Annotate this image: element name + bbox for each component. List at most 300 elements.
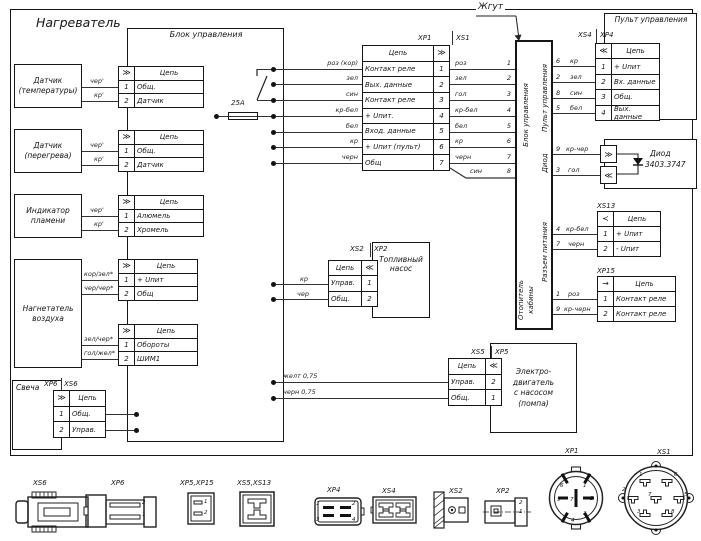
circuit-header: Цепь	[457, 362, 477, 371]
table-row	[363, 46, 449, 61]
table-row	[54, 421, 105, 437]
junction-dot	[271, 98, 276, 103]
wire	[553, 98, 595, 99]
fuel-pump-table	[328, 260, 378, 307]
wire-color: желт 0,75	[283, 372, 318, 380]
temp-sensor-name: Датчик	[33, 76, 63, 85]
wire-color: кр	[300, 275, 309, 283]
table-row	[54, 406, 105, 422]
pin-number: 2	[590, 496, 594, 502]
wire-color: зел	[570, 73, 582, 81]
connector-xs2-icon	[432, 490, 472, 530]
table-row	[119, 325, 197, 338]
heater-title: Нагреватель	[36, 15, 121, 30]
table-row	[596, 89, 659, 104]
xs13-table	[597, 211, 661, 257]
table-row	[363, 123, 449, 139]
glow-plug-name: Свеча	[16, 383, 40, 392]
wire	[82, 280, 118, 281]
plug-out-icon: ≫	[119, 196, 135, 209]
xp1-table	[362, 45, 450, 171]
wire	[450, 116, 515, 117]
wire	[273, 284, 328, 285]
wire-color: чер'	[90, 77, 104, 85]
pin-number: 1	[596, 59, 612, 73]
pin-number: 2	[485, 375, 501, 390]
table-row	[363, 108, 449, 124]
wire-color: роз	[455, 59, 467, 67]
table-row	[119, 131, 203, 144]
flame-indicator-box	[14, 194, 82, 238]
circuit-name: Управ.	[72, 425, 96, 434]
wire-color: черн	[341, 153, 358, 161]
junction-dot	[271, 130, 276, 135]
circuit-header: Цепь	[156, 262, 176, 271]
table-row	[596, 44, 659, 58]
wire-color: син	[470, 167, 483, 175]
connector-xp2-icon	[483, 494, 531, 528]
wire	[273, 299, 328, 300]
wire	[82, 101, 118, 102]
temp-sensor-table	[118, 66, 204, 108]
pin-number: 2	[119, 352, 135, 365]
junction-dot	[271, 161, 276, 166]
pin-number: 2	[119, 158, 135, 171]
circuit-name: Обороты	[137, 341, 170, 349]
wire	[553, 154, 600, 155]
pin-number: 4	[506, 106, 511, 114]
bar-text-cab-heater: Отопитель	[517, 280, 525, 320]
wire-color: гол/жел*	[84, 349, 115, 357]
circuit-name: Вх. данные	[614, 78, 656, 87]
pin-number: 9	[556, 305, 561, 313]
connector-id-xp4: XP4	[600, 31, 614, 39]
wire	[273, 382, 448, 383]
pump-motor-name1: Электро-	[515, 367, 552, 376]
circuit-name: Контакт реле	[365, 64, 416, 73]
wire-color: черн	[455, 153, 472, 161]
pin-number: 4	[352, 517, 356, 523]
table-row	[449, 359, 501, 374]
blower-power-table	[118, 259, 198, 301]
wire	[553, 249, 597, 250]
pin-number: 1	[119, 145, 135, 158]
connector-id-xp5: XP5	[495, 348, 509, 356]
pin-number: 8	[671, 509, 675, 515]
pictogram-label-xp2: XP2	[496, 487, 510, 495]
junction-dot	[271, 380, 276, 385]
pictogram-label-xs4: XS4	[382, 487, 396, 495]
pictogram-label-xp6: XP6	[111, 479, 125, 487]
overheat-sensor-table	[118, 130, 204, 172]
wire	[82, 151, 118, 152]
wire	[450, 132, 515, 133]
pin-number: 5	[556, 104, 561, 112]
wire-color: чер'	[90, 206, 104, 214]
pin-number: 9	[556, 145, 561, 153]
plug-out-icon: ≫	[119, 67, 135, 80]
overheat-sensor-name: Датчик	[33, 141, 63, 150]
connector-xs1-icon	[616, 459, 698, 537]
wire-color: зел	[346, 74, 358, 82]
wire	[82, 87, 118, 88]
wire-color: чер/чер*	[84, 284, 114, 292]
pin-number: 7	[433, 155, 449, 170]
table-row	[119, 144, 203, 158]
pin-number: 2	[598, 242, 614, 256]
pin-number: 5	[433, 124, 449, 139]
connector-xp6-icon	[84, 487, 164, 531]
pictogram-label-xp5xp15: XP5,XP15	[180, 479, 214, 487]
mating-line	[596, 29, 597, 43]
circuit-name: Вых. данные	[614, 105, 643, 121]
overheat-sensor-box	[14, 129, 82, 173]
circuit-name: Вых. данные	[365, 80, 413, 89]
table-row	[363, 61, 449, 77]
circuit-name: Общ.	[72, 410, 91, 418]
plug-out-icon: ≫	[604, 149, 613, 159]
pin-number: 2	[506, 74, 511, 82]
table-row	[363, 139, 449, 155]
pin-number: 2	[119, 94, 135, 107]
wire	[82, 345, 118, 346]
circuit-name: Общ.	[451, 393, 470, 402]
pictogram-label-xs5xs13: XS5,XS13	[237, 479, 272, 487]
pin-number: 5	[506, 122, 511, 130]
table-row	[449, 389, 501, 405]
junction-dot	[134, 412, 139, 417]
wire-color: гол	[455, 90, 467, 98]
pin-number: 1	[119, 274, 135, 287]
diode-model: 3403.3747	[645, 160, 686, 169]
circuit-name: Датчик	[137, 160, 164, 169]
pin-number: 6	[674, 472, 678, 478]
wire-color: роз	[568, 290, 580, 298]
control-unit-label: Блок управления	[169, 30, 243, 39]
bar-text-diode: Диод	[541, 153, 549, 173]
table-row	[329, 291, 377, 306]
pin-number: 1	[598, 292, 614, 306]
pin-number: 6	[506, 137, 511, 145]
connector-id-xs13: XS13	[597, 202, 616, 210]
wire-color: син	[570, 89, 583, 97]
circuit-name: - Uпит	[616, 245, 640, 253]
mating-line	[452, 31, 453, 45]
wire-color: кр	[349, 137, 358, 145]
table-row	[598, 277, 675, 291]
table-row	[119, 196, 203, 209]
pin-number: 2	[596, 75, 612, 89]
pin-number: 2	[119, 287, 135, 300]
pin-number: 2	[519, 500, 523, 506]
pin-number: 1	[361, 276, 377, 290]
wire-color: зел/чер*	[84, 335, 114, 343]
pump-motor-name3: с насосом	[513, 388, 554, 397]
junction-dot	[271, 297, 276, 302]
fuel-pump-box	[372, 242, 430, 318]
wire	[553, 175, 600, 176]
connector-xs4-icon	[371, 494, 418, 526]
pin-number: 4	[571, 518, 575, 524]
connector-xs5xs13-icon	[238, 490, 276, 528]
diode-name: Диод	[650, 149, 671, 158]
circuit-header: Цепь	[627, 215, 647, 223]
pictogram-label-xp1: XP1	[565, 447, 579, 455]
table-row	[119, 209, 203, 223]
wire	[106, 430, 136, 431]
table-row	[363, 76, 449, 92]
circuit-name: Контакт реле	[616, 310, 667, 318]
circuit-name: Общ.	[137, 83, 156, 91]
circuit-name: + Uпит.	[365, 111, 394, 120]
pin-number: 4	[596, 106, 612, 120]
wire	[553, 234, 597, 235]
air-blower-name: Нагнетатель	[22, 303, 74, 313]
table-row	[54, 391, 105, 406]
wire	[273, 398, 448, 399]
connector-id-xs1: XS1	[456, 34, 470, 42]
circuit-name: Контакт реле	[616, 295, 667, 303]
connector-id-xs2: XS2	[350, 245, 364, 253]
connector-id-xp2: XP2	[374, 245, 388, 253]
wire-color: роз (кор)	[327, 59, 358, 67]
table-row	[119, 351, 197, 365]
bar-text-panel: Пульт управления	[541, 63, 549, 133]
circuit-header: Цепь	[156, 327, 176, 336]
plug-out-icon: ≫	[119, 260, 135, 273]
plug-out-icon: ≫	[54, 391, 70, 406]
wire	[82, 230, 118, 231]
wire-color: кр-черн	[564, 305, 591, 313]
fuel-pump-name2: насос	[389, 264, 413, 273]
plug-out-icon: ≫	[119, 131, 135, 144]
temp-sensor-box	[14, 64, 82, 108]
bar-text-power: Разъем питания	[541, 222, 549, 282]
pin-number: 1	[583, 483, 587, 489]
table-row	[596, 58, 659, 73]
harness-label: Жгут	[478, 2, 503, 12]
plug-out-icon: ≫	[433, 46, 449, 61]
socket-icon: ≺	[598, 212, 614, 226]
circuit-name: Общ.	[137, 147, 156, 155]
connector-xs6-icon	[14, 489, 94, 533]
wire	[553, 299, 597, 300]
connector-id-xp6: ХР6	[44, 380, 58, 388]
wire	[553, 66, 595, 67]
pin-number: 8	[556, 89, 561, 97]
table-row	[119, 260, 197, 273]
pin-number: 1	[119, 210, 135, 223]
pin-number: 7	[556, 240, 561, 248]
circuit-name: Вход. данные	[365, 127, 416, 136]
connector-id-xs5: XS5	[471, 348, 485, 356]
table-row	[329, 275, 377, 290]
connector-id-xs4: XS4	[578, 31, 592, 39]
pictogram-label-xs1: XS1	[657, 448, 671, 456]
wire-color: кр-бел	[566, 225, 589, 233]
table-row	[598, 291, 675, 306]
circuit-name: Датчик	[137, 96, 164, 105]
pin-number: 6	[556, 57, 561, 65]
circuit-header: Цепь	[335, 264, 355, 273]
pin-number: 1	[119, 81, 135, 94]
circuit-name: + Uпит	[614, 62, 641, 71]
wire-color: зел	[455, 74, 467, 82]
temp-sensor-name2: (температуры)	[18, 86, 78, 95]
wire	[273, 84, 362, 85]
fuel-pump-name1: Топливный	[379, 255, 423, 264]
fuel-pump-name	[374, 255, 428, 273]
circuit-header: Цепь	[78, 394, 97, 403]
table-row	[363, 92, 449, 108]
flame-indicator-name2: пламени	[30, 216, 66, 225]
fuse-icon	[228, 112, 258, 120]
plug-in-icon: ≪	[596, 44, 612, 58]
wire	[450, 147, 515, 148]
table-row	[119, 93, 203, 107]
junction-dot	[271, 114, 276, 119]
wire-color: бел	[455, 122, 468, 130]
pin-number: 2	[54, 422, 70, 437]
wire	[273, 147, 362, 148]
table-row	[119, 67, 203, 80]
wire	[450, 69, 515, 70]
connector-id-xp15: XP15	[597, 267, 615, 275]
pin-number: 8	[506, 167, 511, 175]
circuit-name: Управ.	[331, 279, 355, 288]
pin-number: 3	[556, 166, 561, 174]
wire	[553, 82, 595, 83]
wire-color: кр'	[94, 220, 104, 228]
circuit-name: + Uпит (пульт)	[365, 143, 421, 152]
wire	[82, 165, 118, 166]
pin-number: 5	[684, 492, 688, 498]
pin-number: 2	[361, 292, 377, 306]
xp15-table	[597, 276, 676, 322]
junction-dot	[271, 82, 276, 87]
table-row	[119, 157, 203, 171]
junction-dot	[271, 396, 276, 401]
junction-dot	[214, 114, 219, 119]
pin-number: 3	[433, 93, 449, 108]
pin-number: 6	[433, 140, 449, 155]
junction-dot	[271, 145, 276, 150]
pin-number: 2	[352, 501, 356, 507]
circuit-name: Общ.	[614, 93, 633, 102]
table-row	[598, 226, 660, 241]
wire-color: черн 0,75	[283, 388, 316, 396]
pump-motor-name4: (помпа)	[518, 398, 549, 408]
mating-line	[370, 243, 371, 257]
pin-number: 7	[570, 497, 574, 503]
pin-number: 1	[316, 501, 320, 507]
plug-arrow-icon: →	[598, 277, 614, 291]
circuit-name: Хромель	[137, 225, 169, 234]
circuit-name: Управ.	[451, 378, 475, 386]
pin-number: 3	[506, 90, 511, 98]
pictogram-label-xp4: XP4	[327, 486, 341, 494]
pin-number: 4	[556, 225, 561, 233]
table-row	[119, 273, 197, 287]
air-blower-box	[14, 259, 82, 368]
pin-number: 2	[142, 500, 146, 506]
relay-switch-icon	[250, 66, 270, 106]
junction-dot	[271, 282, 276, 287]
diode-icon	[615, 148, 645, 180]
pin-number: 2	[204, 510, 208, 516]
pin-number: 1	[433, 62, 449, 77]
pin-number: 1	[598, 227, 614, 241]
pin-number: 2	[556, 73, 561, 81]
wire-color: кор/зел*	[84, 270, 114, 278]
pin-number: 1	[54, 407, 70, 422]
air-blower-name2: воздуха	[32, 313, 64, 323]
plug-out-icon: ≫	[119, 325, 135, 338]
circuit-header: Цепь	[159, 69, 179, 78]
table-row	[598, 241, 660, 256]
pin-number: 4	[433, 109, 449, 124]
connector-id-xs6: XS6	[64, 380, 78, 388]
wire	[82, 359, 118, 360]
junction-dot	[271, 67, 276, 72]
wire-color: кр'	[94, 91, 104, 99]
wire	[273, 132, 362, 133]
circuit-header: Цепь	[626, 47, 645, 56]
circuit-header: Цепь	[159, 133, 179, 142]
control-panel-title: Пульт управления	[614, 15, 688, 24]
pin-number: 3	[596, 90, 612, 104]
pin-number: 1	[519, 509, 523, 515]
wire-color: чер'	[90, 141, 104, 149]
junction-dot	[134, 428, 139, 433]
wire	[553, 314, 597, 315]
circuit-name: + Uпит	[137, 276, 164, 284]
circuit-name: Контакт реле	[365, 96, 416, 105]
panel-table	[595, 43, 660, 121]
harness-arrow-icon	[470, 2, 530, 47]
wire	[273, 163, 362, 164]
table-row	[329, 261, 377, 275]
pin-number: 1	[119, 339, 135, 352]
table-row	[119, 80, 203, 94]
pictogram-label-xs2: XS2	[449, 487, 463, 495]
wire	[450, 100, 515, 101]
wire-color: кр-бел	[335, 106, 358, 114]
circuit-header: Цепь	[159, 198, 179, 207]
pin-number: 1	[142, 512, 146, 518]
circuit-name: Общ.	[331, 294, 350, 303]
pin-number: 2	[119, 223, 135, 236]
pin-number: 2	[598, 307, 614, 321]
pin-number: 1	[485, 390, 501, 405]
overheat-sensor-name2: (перегрева)	[24, 151, 72, 160]
glow-plug-table	[53, 390, 106, 438]
wire-color: кр-бел	[455, 106, 478, 114]
connector-xp1-icon	[545, 462, 607, 534]
pin-number: 7	[506, 153, 511, 161]
pin-number: 2	[433, 77, 449, 92]
table-row	[449, 374, 501, 390]
table-row	[596, 74, 659, 89]
pin-number: 1	[204, 499, 208, 505]
circuit-header: Цепь	[635, 280, 654, 288]
pictogram-label-xs6: XS6	[33, 479, 47, 487]
circuit-name: + Uпит	[616, 230, 643, 238]
circuit-header: Цепь	[388, 49, 408, 58]
wire	[553, 113, 595, 114]
connector-xp4-icon	[313, 495, 365, 528]
wire-color: бел	[570, 104, 583, 112]
